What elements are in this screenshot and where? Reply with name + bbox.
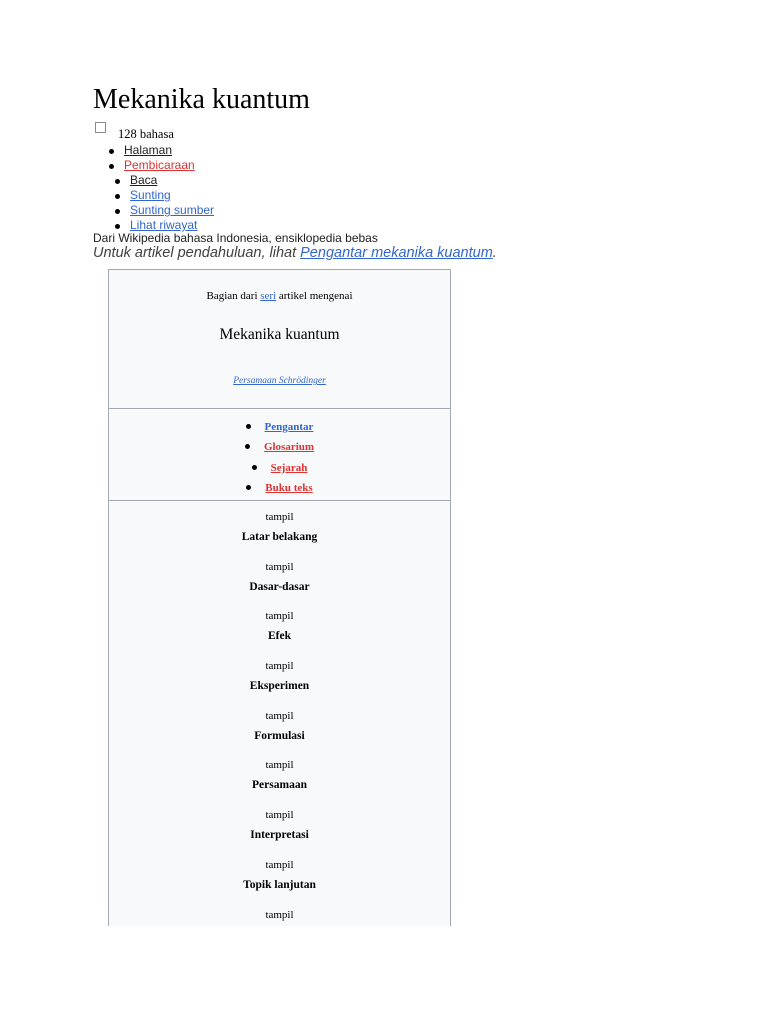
bullet-icon xyxy=(246,485,251,490)
infobox-header xyxy=(109,270,450,409)
infobox-series-line xyxy=(109,290,450,302)
hatnote-link[interactable]: Pengantar mekanika kuantum xyxy=(300,245,493,261)
bullet-icon xyxy=(115,224,120,229)
bullet-icon xyxy=(115,209,120,214)
section-topik-lanjutan xyxy=(109,858,450,908)
show-toggle[interactable]: tampil xyxy=(265,610,294,623)
section-title: Formulasi xyxy=(254,729,305,742)
section-title: Efek xyxy=(268,630,291,643)
bullet-icon xyxy=(115,179,120,184)
show-toggle[interactable]: tampil xyxy=(265,759,294,772)
infobox-collapsible-sections xyxy=(109,501,450,926)
bullet-icon xyxy=(246,424,251,429)
language-checkbox[interactable] xyxy=(95,122,106,133)
section-title: Latar belakang xyxy=(241,531,318,543)
section-title: Persamaan xyxy=(252,779,307,792)
section-title: Interpretasi xyxy=(250,829,309,842)
infobox-image-link[interactable]: Persamaan Schrödinger xyxy=(233,376,326,386)
show-toggle[interactable]: tampil xyxy=(265,858,294,871)
action-baca-link[interactable]: Baca xyxy=(130,173,158,187)
section-efek xyxy=(109,609,450,659)
link-glosarium[interactable]: Glosarium xyxy=(263,441,315,454)
action-lihat-riwayat-link[interactable]: Lihat riwayat xyxy=(130,218,198,232)
show-toggle[interactable]: tampil xyxy=(265,511,294,523)
section-formulasi xyxy=(109,709,450,759)
show-toggle[interactable]: tampil xyxy=(265,908,294,921)
series-prefix: Bagian dari xyxy=(206,290,258,302)
action-sunting-sumber-link[interactable]: Sunting sumber xyxy=(130,203,215,217)
show-toggle[interactable]: tampil xyxy=(265,809,294,822)
infobox-link-item xyxy=(109,417,450,437)
namespace-tabs xyxy=(115,143,195,173)
section-dasar-dasar xyxy=(109,560,450,610)
tab-pembicaraan[interactable] xyxy=(115,158,195,173)
series-infobox xyxy=(108,269,451,926)
hatnote-prefix: Untuk artikel pendahuluan, lihat xyxy=(93,245,297,261)
link-sejarah[interactable]: Sejarah xyxy=(270,461,308,474)
section-title: Topik lanjutan xyxy=(243,878,316,891)
infobox-link-item xyxy=(109,478,450,498)
section-title: Dasar-dasar xyxy=(249,580,310,593)
link-pengantar[interactable]: Pengantar xyxy=(264,421,314,433)
section-latar-belakang xyxy=(109,510,450,560)
infobox-links xyxy=(109,409,450,501)
section-interpretasi xyxy=(109,808,450,858)
tab-halaman[interactable] xyxy=(115,143,195,158)
page-title: Mekanika kuantum xyxy=(93,84,310,115)
bullet-icon xyxy=(115,194,120,199)
action-sunting-sumber[interactable] xyxy=(121,203,214,218)
bullet-icon xyxy=(245,444,250,449)
bullet-icon xyxy=(109,149,114,154)
series-link[interactable]: seri xyxy=(260,290,277,302)
action-sunting-link[interactable]: Sunting xyxy=(130,188,171,202)
section-persamaan xyxy=(109,758,450,808)
section-eksperimen xyxy=(109,659,450,709)
section-more xyxy=(109,908,450,927)
show-toggle[interactable]: tampil xyxy=(265,660,294,673)
bullet-icon xyxy=(109,164,114,169)
tab-halaman-link[interactable]: Halaman xyxy=(124,143,173,157)
site-tagline: Dari Wikipedia bahasa Indonesia, ensiklopedia bebas xyxy=(93,231,378,245)
hatnote xyxy=(93,245,497,261)
link-buku-teks[interactable]: Buku teks xyxy=(265,481,313,494)
infobox-link-item xyxy=(109,437,450,457)
series-suffix: artikel mengenai xyxy=(278,290,353,302)
action-baca[interactable] xyxy=(121,173,214,188)
infobox-title: Mekanika kuantum xyxy=(219,326,340,343)
bullet-icon xyxy=(252,465,257,470)
page-actions xyxy=(121,173,214,233)
hatnote-suffix: . xyxy=(492,245,497,261)
language-count[interactable]: 128 bahasa xyxy=(118,127,174,141)
tab-pembicaraan-link[interactable]: Pembicaraan xyxy=(124,158,195,172)
show-toggle[interactable]: tampil xyxy=(265,560,294,573)
section-title: Eksperimen xyxy=(249,680,310,693)
action-sunting[interactable] xyxy=(121,188,214,203)
show-toggle[interactable]: tampil xyxy=(265,709,294,722)
infobox-link-item xyxy=(109,458,450,478)
